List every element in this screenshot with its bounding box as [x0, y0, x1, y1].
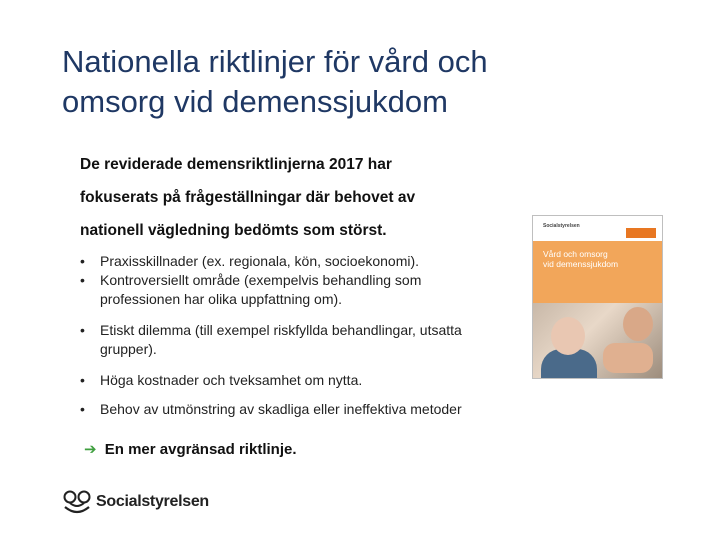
bullet-marker: • [80, 253, 85, 269]
caregiver-face [623, 307, 653, 341]
lead-line-2: fokuserats på frågeställningar där behovet av [80, 189, 416, 206]
lead-paragraph [80, 148, 510, 247]
bullet-item [80, 371, 490, 390]
lead-line-1: De reviderade demensriktlinjerna 2017 har [80, 156, 392, 173]
cover-title-line-2: vid demenssjukdom [543, 259, 619, 269]
bullet-item [80, 400, 490, 419]
bullet-text: Etiskt dilemma (till exempel riskfyllda behandlingar, utsatta grupper). [100, 322, 462, 357]
report-cover-image [532, 215, 663, 379]
caregiver-hand [603, 343, 653, 373]
bullet-marker: • [80, 401, 85, 417]
cover-photo [533, 303, 663, 379]
lead-line-3: nationell vägledning bedömts som störst. [80, 222, 387, 239]
cover-tag [626, 228, 656, 238]
bullet-marker: • [80, 322, 85, 338]
logo-text: Socialstyrelsen [96, 493, 209, 510]
arrow-right-icon: ➔ [84, 441, 97, 458]
patient-face [551, 317, 585, 355]
bullet-list [80, 252, 490, 419]
bullet-marker: • [80, 272, 85, 288]
cover-title-line-1: Vård och omsorg [543, 249, 608, 259]
bullet-item [80, 252, 490, 271]
socialstyrelsen-logo [62, 487, 209, 517]
slide-title [62, 42, 662, 122]
slide-title-line-2: omsorg vid demenssjukdom [62, 84, 448, 119]
cover-title [543, 249, 653, 269]
conclusion [84, 440, 297, 458]
bullet-text: Höga kostnader och tveksamhet om nytta. [100, 372, 363, 388]
socialstyrelsen-logo-icon [62, 489, 92, 515]
conclusion-text: En mer avgränsad riktlinje. [104, 441, 297, 458]
bullet-text: Kontroversiellt område (exempelvis behandling som professionen har olika uppfattning om). [100, 272, 422, 307]
bullet-item [80, 321, 490, 359]
bullet-item [80, 271, 490, 309]
bullet-text: Praxisskillnader (ex. regionala, kön, socioekonomi). [100, 253, 420, 269]
bullet-text: Behov av utmönstring av skadliga eller ineffektiva metoder [100, 401, 462, 417]
bullet-marker: • [80, 372, 85, 388]
cover-publisher: Socialstyrelsen [543, 223, 580, 229]
slide-title-line-1: Nationella riktlinjer för vård och [62, 44, 488, 79]
